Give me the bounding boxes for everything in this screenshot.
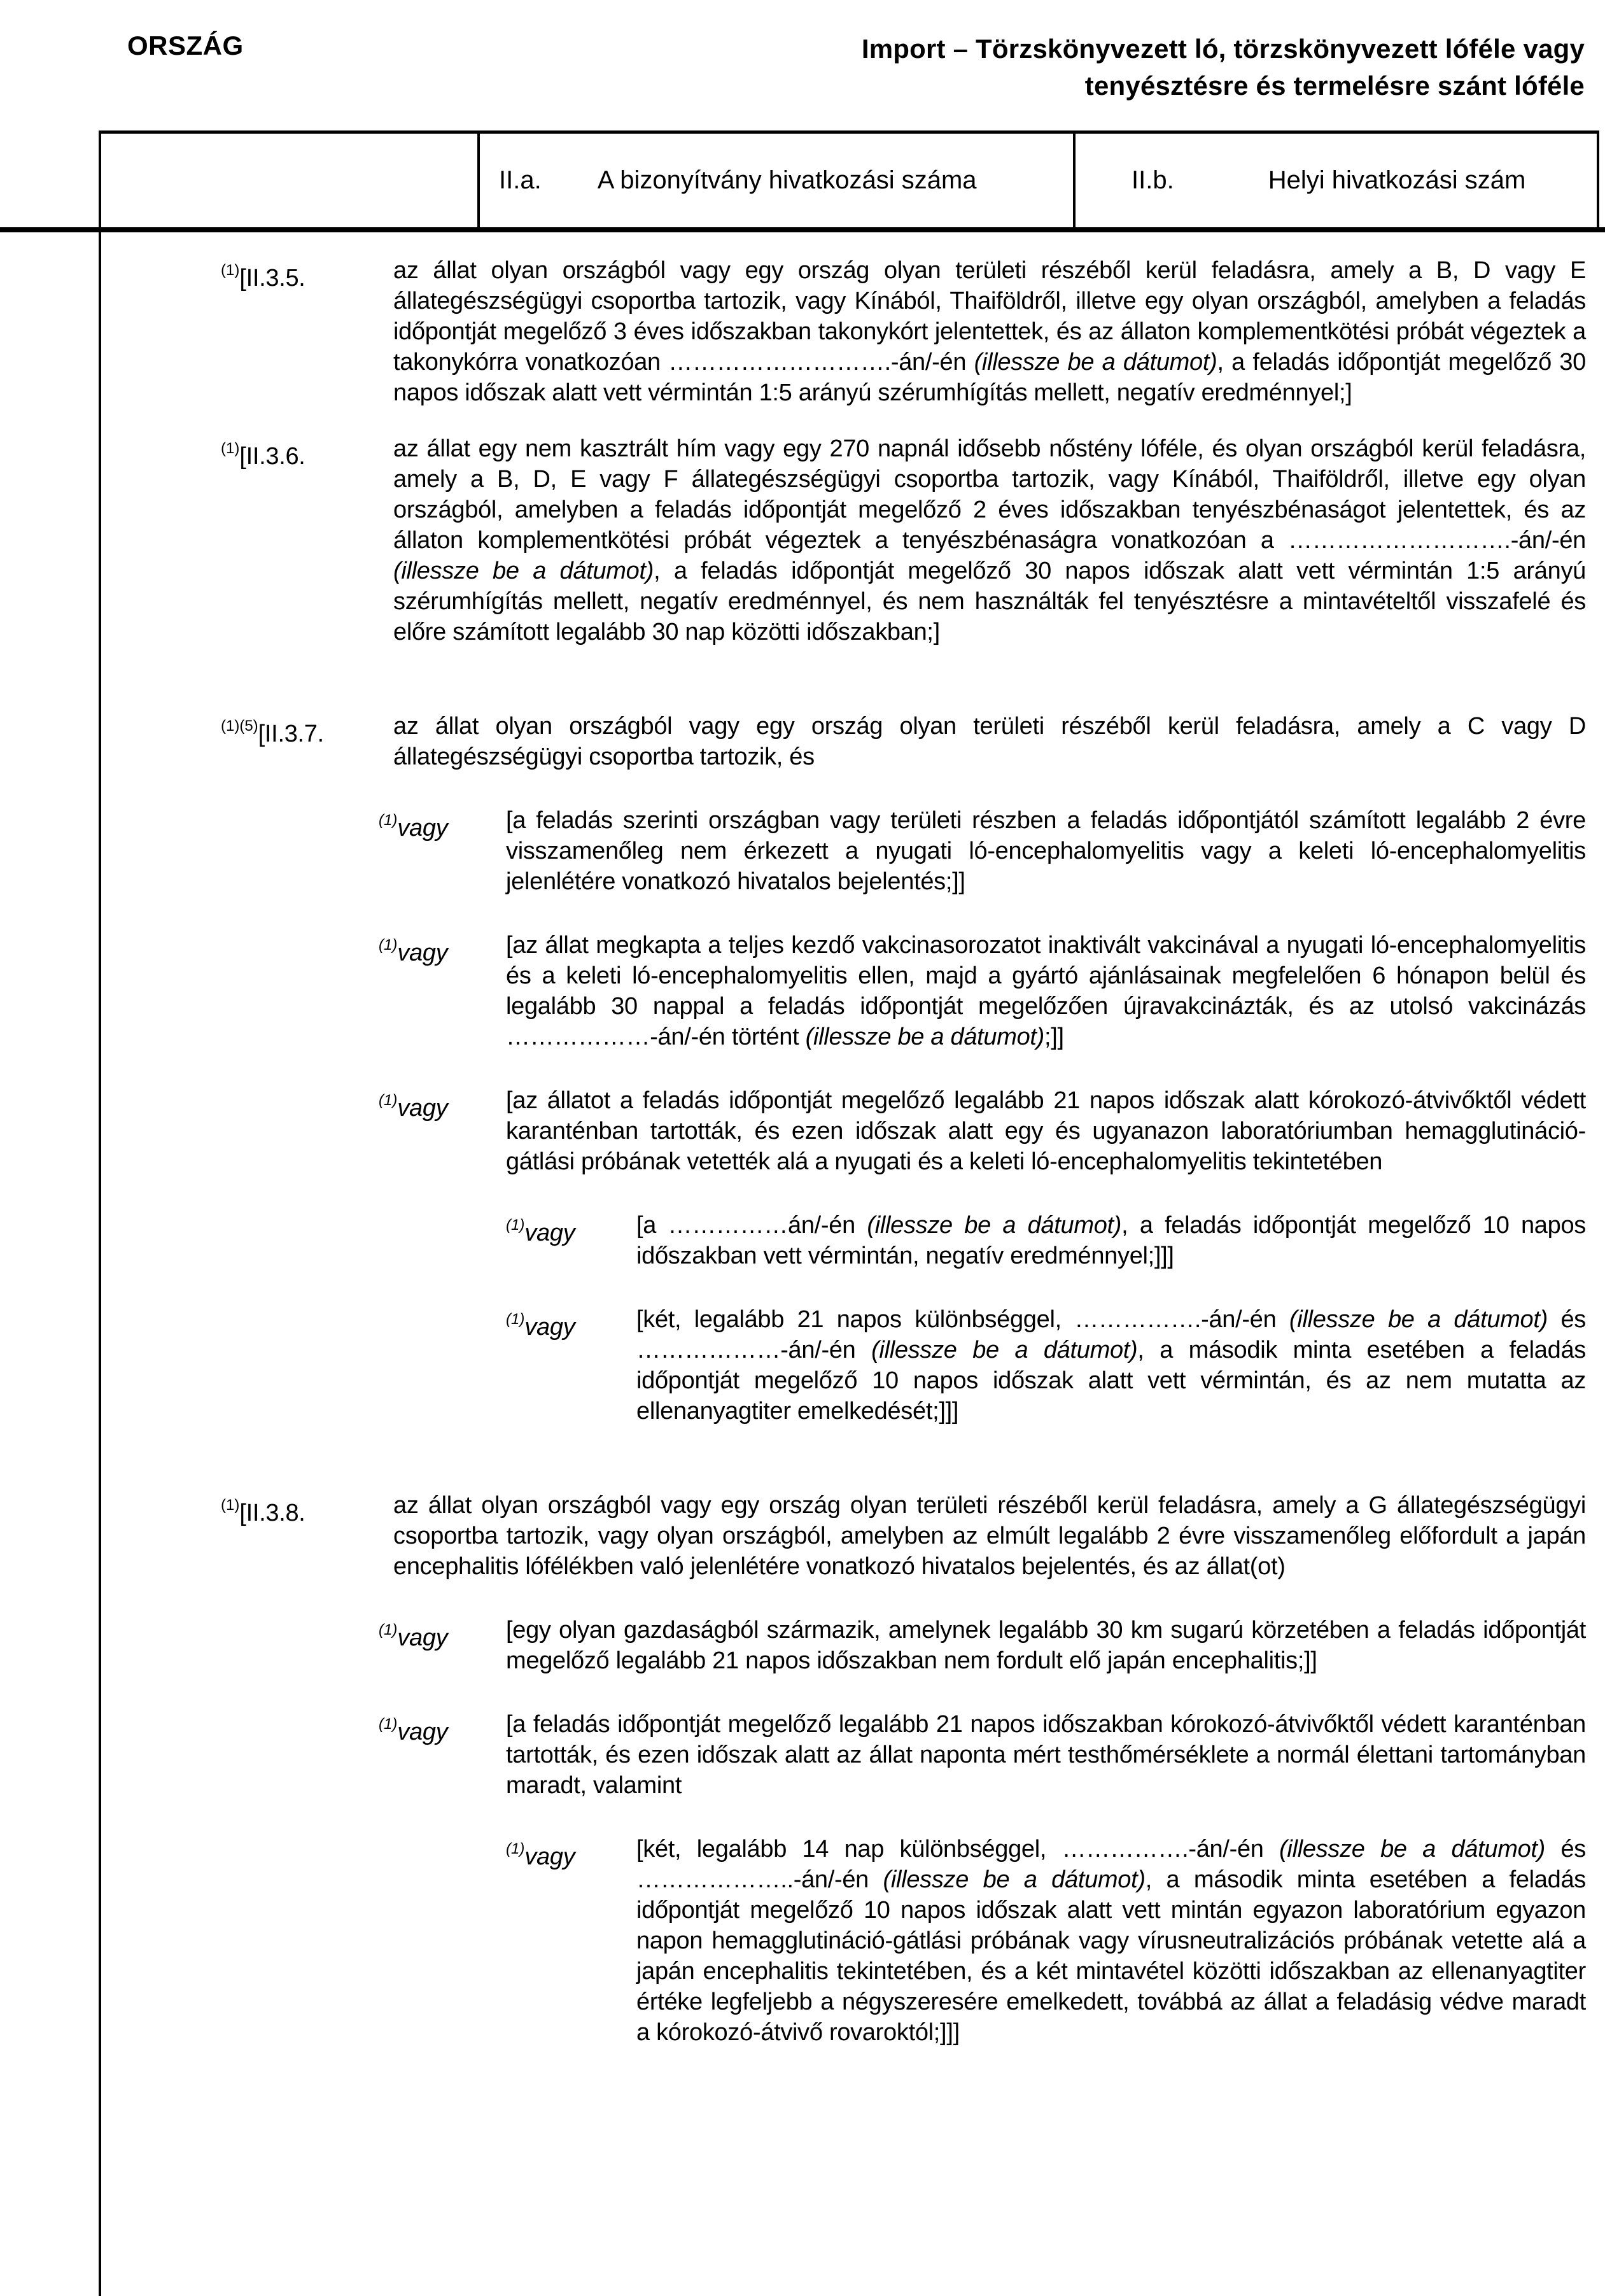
- document-title: [862, 31, 1585, 104]
- clause-text: , a feladás időpontját megelőző 30 napos időszak alatt vett vérmintán 1:5 arányú szérumhígítás mellett, negatív eredménnyel;]: [393, 349, 1586, 406]
- date-instruction-italic: (illessze be a dátumot): [393, 558, 654, 584]
- clause-text: az állat egy nem kasztrált hím vagy egy 270 napnál idősebb nőstény lóféle, és olyan országból kerül feladásra, amely a B, D, E vagy F állategészségügyi csoportba tartozik, vagy Kínából, Thaiföldről, illetve egy olyan országból, amelyben a feladás időpontját megelőző 2 éves időszakban tenyészbénaságot jelentettek, és az állaton komplementkötési próbát végeztek a tenyészbénaságra vonatkozóan a ……………………….-án/-én: [393, 435, 1586, 554]
- clause-section: [101, 255, 1586, 408]
- clause-section: [101, 433, 1586, 647]
- reference-number-table: [99, 130, 1599, 227]
- certificate-reference-cell: [480, 134, 1076, 227]
- or-keyword: vagy: [524, 1314, 575, 1341]
- or-clause-marker: [379, 1709, 506, 1801]
- or-keyword: vagy: [397, 1719, 448, 1745]
- clause-text: ;]]: [1044, 1024, 1064, 1050]
- or-clause-row: [101, 805, 1586, 897]
- or-clause-row: [101, 930, 1586, 1052]
- or-clause-row: [101, 1615, 1586, 1676]
- or-clause-row: [101, 1834, 1586, 2048]
- or-clause-text: [636, 1834, 1586, 2048]
- footnote-superscript: (1): [506, 1311, 525, 1328]
- clause-text: [az állat megkapta a teljes kezdő vakcinasorozatot inaktivált vakcinával a nyugati ló-encephalomyelitis és a keleti ló-encephalomyelitis ellen, majd a gyártó ajánlásainak megfelelően 6 hónapon belül és legalább 30 nappal a feladás időpontját megelőzően újravakcinázták, és az utolsó vakcinázás ………………-án/-én történt: [506, 932, 1586, 1050]
- or-clause-marker: [506, 1834, 636, 2048]
- footnote-superscript: (1): [221, 262, 240, 279]
- footnote-superscript: (1): [379, 812, 398, 829]
- or-clause-text: [506, 805, 1586, 897]
- clause-number: [II.3.7.: [258, 721, 324, 747]
- clause-text: [egy olyan gazdaságból származik, amelynek legalább 30 km sugarú körzetében a feladás időpontját megelőző legalább 21 napos időszakban nem fordult elő japán encephalitis;]]: [506, 1617, 1586, 1674]
- clause-number: [II.3.6.: [239, 443, 305, 470]
- or-clause-marker: [379, 1615, 506, 1676]
- document-title-line-2: tenyésztésre és termelésre szánt lóféle: [1084, 71, 1585, 101]
- date-instruction-italic: (illessze be a dátumot): [1279, 1836, 1546, 1863]
- date-instruction-italic: (illessze be a dátumot): [883, 1866, 1146, 1893]
- clause-marker: [221, 711, 393, 772]
- or-keyword: vagy: [397, 815, 448, 842]
- clause-text: [393, 1490, 1586, 1582]
- footnote-superscript: (1): [379, 1092, 398, 1109]
- date-instruction-italic: (illessze be a dátumot): [1289, 1306, 1548, 1333]
- country-label: ORSZÁG: [127, 31, 244, 60]
- clause-text: , a második minta esetében a feladás időpontját megelőző 10 napos időszak alatt vett mintán egyazon laboratórium egyazon napon hemagglutináció-gátlási próbának vagy vírusneutralizációs próbának vetette alá a japán encephalitis tekintetében, és a két mintavétel közötti időszakban az ellenanyagtiter értéke legfeljebb a négyszeresére emelkedett, továbbá az állat a feladásig védve maradt a kórokozó-átvivő rovaroktól;]]]: [636, 1866, 1587, 2046]
- footnote-superscript: (1)(5): [221, 717, 258, 735]
- footnote-superscript: (1): [379, 936, 398, 954]
- clause-text: és ………………-án/-én: [636, 1306, 1587, 1363]
- clause-text: , a feladás időpontját megelőző 10 napos időszakban vett vérmintán, negatív eredménnyel;]]]: [636, 1212, 1586, 1269]
- clause-text: [a ……………án/-én: [636, 1212, 867, 1239]
- clause-text: , a feladás időpontját megelőző 30 napos időszak alatt vett vérmintán 1:5 arányú szérumhígítás mellett, negatív eredménnyel, és nem használták fel tenyésztésre a mintavételtől visszafelé és előre számított legalább 30 nap közötti időszakban;]: [393, 558, 1586, 645]
- clause-text: az állat olyan országból vagy egy ország olyan területi részéből kerül feladásra, amely a C vagy D állategészségügyi csoportba tartozik, és: [393, 713, 1586, 770]
- local-reference-label: Helyi hivatkozási szám: [1268, 166, 1526, 194]
- clause-text: [két, legalább 14 nap különbséggel, …………….-án/-én: [636, 1836, 1280, 1863]
- footnote-superscript: (1): [221, 440, 240, 457]
- clause-number: [II.3.8.: [239, 1500, 305, 1526]
- footnote-superscript: (1): [506, 1840, 525, 1857]
- certificate-reference-code: II.a.: [499, 166, 542, 194]
- or-keyword: vagy: [524, 1220, 575, 1246]
- header-divider-rule: [0, 227, 1605, 232]
- clause-text: [393, 255, 1586, 408]
- clause-text: az állat olyan országból vagy egy ország olyan területi részéből kerül feladásra, amely a G állategészségügyi csoportba tartozik, vagy olyan országból, amelyben az elmúlt legalább 2 évre visszamenőleg előfordult a japán encephalitis lófélékben való jelenlétére vonatkozó hivatalos bejelentés, és az állat(ot): [393, 1492, 1586, 1580]
- footnote-superscript: (1): [221, 1497, 240, 1514]
- date-instruction-italic: (illessze be a dátumot): [871, 1337, 1138, 1363]
- or-keyword: vagy: [397, 1624, 448, 1651]
- clause-section: [101, 1490, 1586, 1582]
- clause-text: [393, 711, 1586, 772]
- or-clause-text: [636, 1304, 1586, 1426]
- clause-text: az állat olyan országból vagy egy ország olyan területi részéből kerül feladásra, amely a B, D vagy E állategészségügyi csoportba tartozik, vagy Kínából, Thaiföldről, illetve egy olyan országból, amelyben a feladás időpontját megelőző 3 éves időszakban takonykórt jelentettek, és az állaton komplementkötési próbát végeztek a takonykórra vonatkozóan ……………………….-án/-én: [393, 257, 1586, 376]
- or-clause-text: [506, 1709, 1586, 1801]
- clause-text: [a feladás szerinti országban vagy területi részben a feladás időpontjától számított legalább 2 évre visszamenőleg nem érkezett a nyugati ló-encephalomyelitis vagy a keleti ló-encephalomyelitis jelenlétére vonatkozó hivatalos bejelentés;]]: [506, 807, 1586, 895]
- footnote-superscript: (1): [379, 1621, 398, 1638]
- clause-text: [a feladás időpontját megelőző legalább 21 napos időszakban kórokozó-átvivőktől védett karanténban tartották, és ezen időszak alatt az állat naponta mért testhőmérséklete a normál élettani tartományban maradt, valamint: [506, 1711, 1586, 1799]
- or-clause-marker: [506, 1210, 636, 1271]
- or-clause-text: [636, 1210, 1586, 1271]
- clause-text: [az állatot a feladás időpontját megelőző legalább 21 napos időszak alatt kórokozó-átvivőktől védett karanténban tartották, és ezen időszak alatt egy és ugyanazon laboratóriumban hemagglutináció-gátlási próbának vetették alá a nyugati és a keleti ló-encephalomyelitis tekintetében: [506, 1087, 1586, 1175]
- or-keyword: vagy: [524, 1843, 575, 1870]
- date-instruction-italic: (illessze be a dátumot): [974, 349, 1217, 376]
- clauses-container: [101, 232, 1605, 2296]
- date-instruction-italic: (illessze be a dátumot): [805, 1024, 1045, 1050]
- or-clause-marker: [379, 805, 506, 897]
- or-keyword: vagy: [397, 1095, 448, 1122]
- clause-marker: [221, 433, 393, 647]
- or-clause-row: [101, 1085, 1586, 1177]
- clause-marker: [221, 1490, 393, 1582]
- or-clause-marker: [379, 930, 506, 1052]
- clause-marker: [221, 255, 393, 408]
- clause-section: [101, 711, 1586, 772]
- certificate-reference-label: A bizonyítvány hivatkozási száma: [597, 166, 977, 194]
- clause-text: [két, legalább 21 napos különbséggel, …………….-án/-én: [636, 1306, 1289, 1333]
- local-reference-cell: [1076, 134, 1597, 227]
- or-clause-marker: [506, 1304, 636, 1426]
- reference-table-empty-cell: [101, 134, 480, 227]
- footnote-superscript: (1): [506, 1216, 525, 1234]
- local-reference-code: II.b.: [1132, 166, 1174, 194]
- clause-text: és ………………..-án/-én: [636, 1836, 1586, 1893]
- or-clause-row: [101, 1709, 1586, 1801]
- or-keyword: vagy: [397, 940, 448, 966]
- or-clause-text: [506, 930, 1586, 1052]
- clause-text: [393, 433, 1586, 647]
- or-clause-row: [101, 1304, 1586, 1426]
- or-clause-row: [101, 1210, 1586, 1271]
- date-instruction-italic: (illessze be a dátumot): [867, 1212, 1122, 1239]
- document-title-line-1: Import – Törzskönyvezett ló, törzskönyvezett lóféle vagy: [861, 34, 1585, 64]
- or-clause-text: [506, 1085, 1586, 1177]
- document-header: [127, 31, 1585, 104]
- clause-text: , a második minta esetében a feladás időpontját megelőző 10 napos időszak alatt vett vérmintán, és az nem mutatta az ellenanyagtiter emelkedését;]]]: [636, 1337, 1587, 1425]
- or-clause-marker: [379, 1085, 506, 1177]
- footnote-superscript: (1): [379, 1715, 398, 1733]
- clause-number: [II.3.5.: [239, 265, 305, 292]
- or-clause-text: [506, 1615, 1586, 1676]
